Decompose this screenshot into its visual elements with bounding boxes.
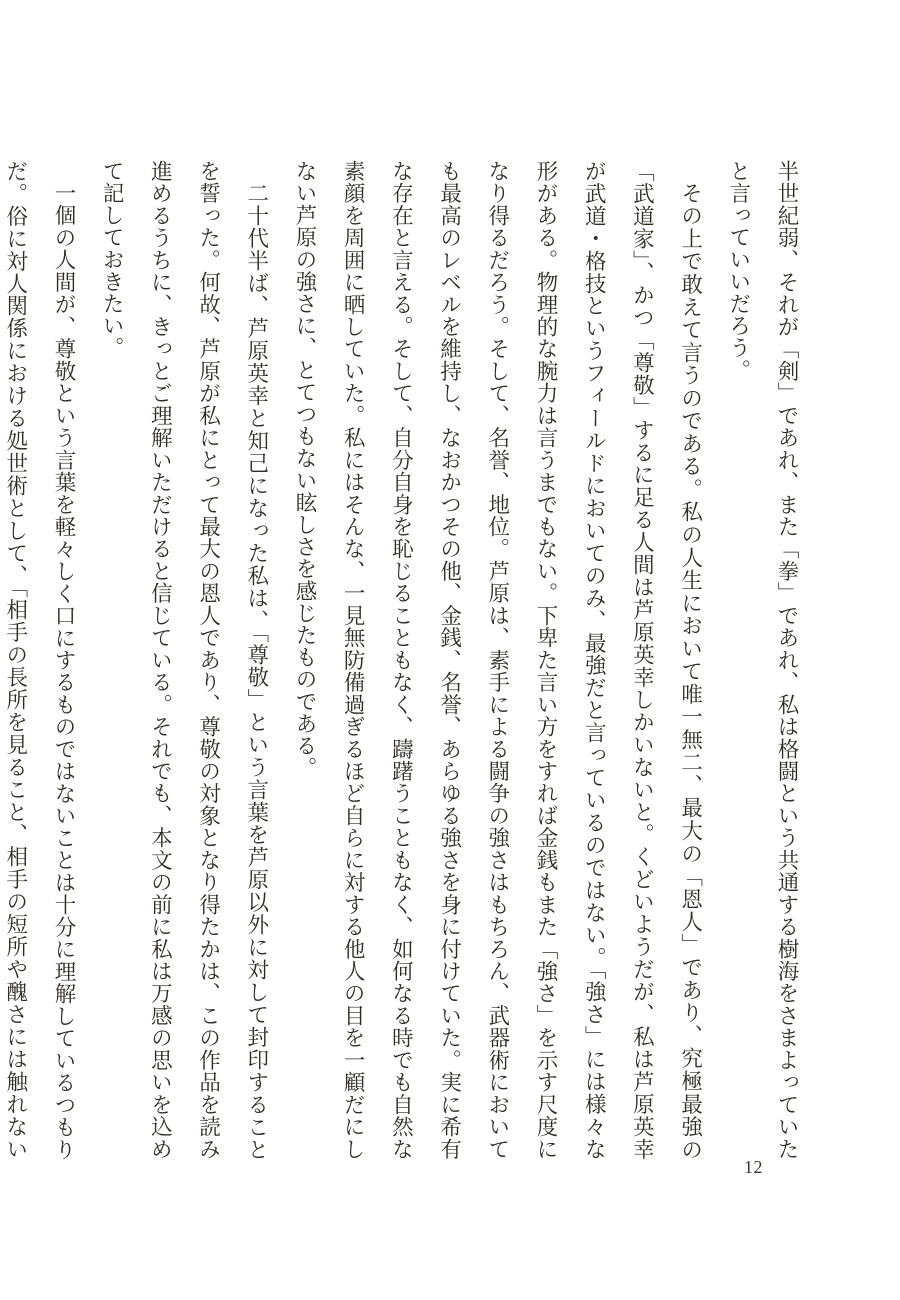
paragraph-3: 二十代半ば、芦原英幸と知己になった私は、「尊敬」という言葉を芦原以外に対して封印することを誓った。何故、芦原が私にとって最大の恩人であり、尊敬の対象となり得たかは、この作品を読み進めるうちに、きっとご理解いただけると信じている。それでも、本文の前に私は万感の思いを込めて記しておきたい。 bbox=[99, 160, 269, 1160]
paragraph-4: 一個の人間が、尊敬という言葉を軽々しく口にするものではないことは十分に理解しているつもりだ。俗に対人関係における処世術として、「相手の長所を見ること、相手の短所や醜さには触れない bbox=[2, 160, 76, 1160]
vertical-text-body bbox=[2, 160, 810, 1160]
paragraph-1: 半世紀弱、それが「剣」であれ、また「拳」であれ、私は格闘という共通する樹海をさまよっていたと言っていいだろう。 bbox=[725, 160, 799, 1160]
page-number: 12 bbox=[744, 1157, 763, 1177]
paragraph-2: その上で敢えて言うのである。私の人生において唯一無二、最大の「恩人」であり、究極最強の「武道家」、かつ「尊敬」するに足る人間は芦原英幸しかいないと。くどいようだが、私は芦原英幸が武道・格技というフィールドにおいてのみ、最強だと言っているのではない。「強さ」には様々な形がある。物理的な腕力は言うまでもない。下卑た言い方をすれば金銭もまた「強さ」を示す尺度になり得るだろう。そして、名誉、地位。芦原は、素手による闘争の強さはもちろん、武器術においても最高のレベルを維持し、なおかつその他、金銭、名誉、あらゆる強さを身に付けていた。実に希有な存在と言える。そして、自分自身を恥じることもなく、躊躇うこともなく、如何なる時でも自然な素顔を周囲に晒していた。私にはそんな、一見無防備過ぎるほど自らに対する他人の目を一顧だにしない芦原の強さに、とてつもない眩しさを感じたものである。 bbox=[291, 160, 703, 1160]
